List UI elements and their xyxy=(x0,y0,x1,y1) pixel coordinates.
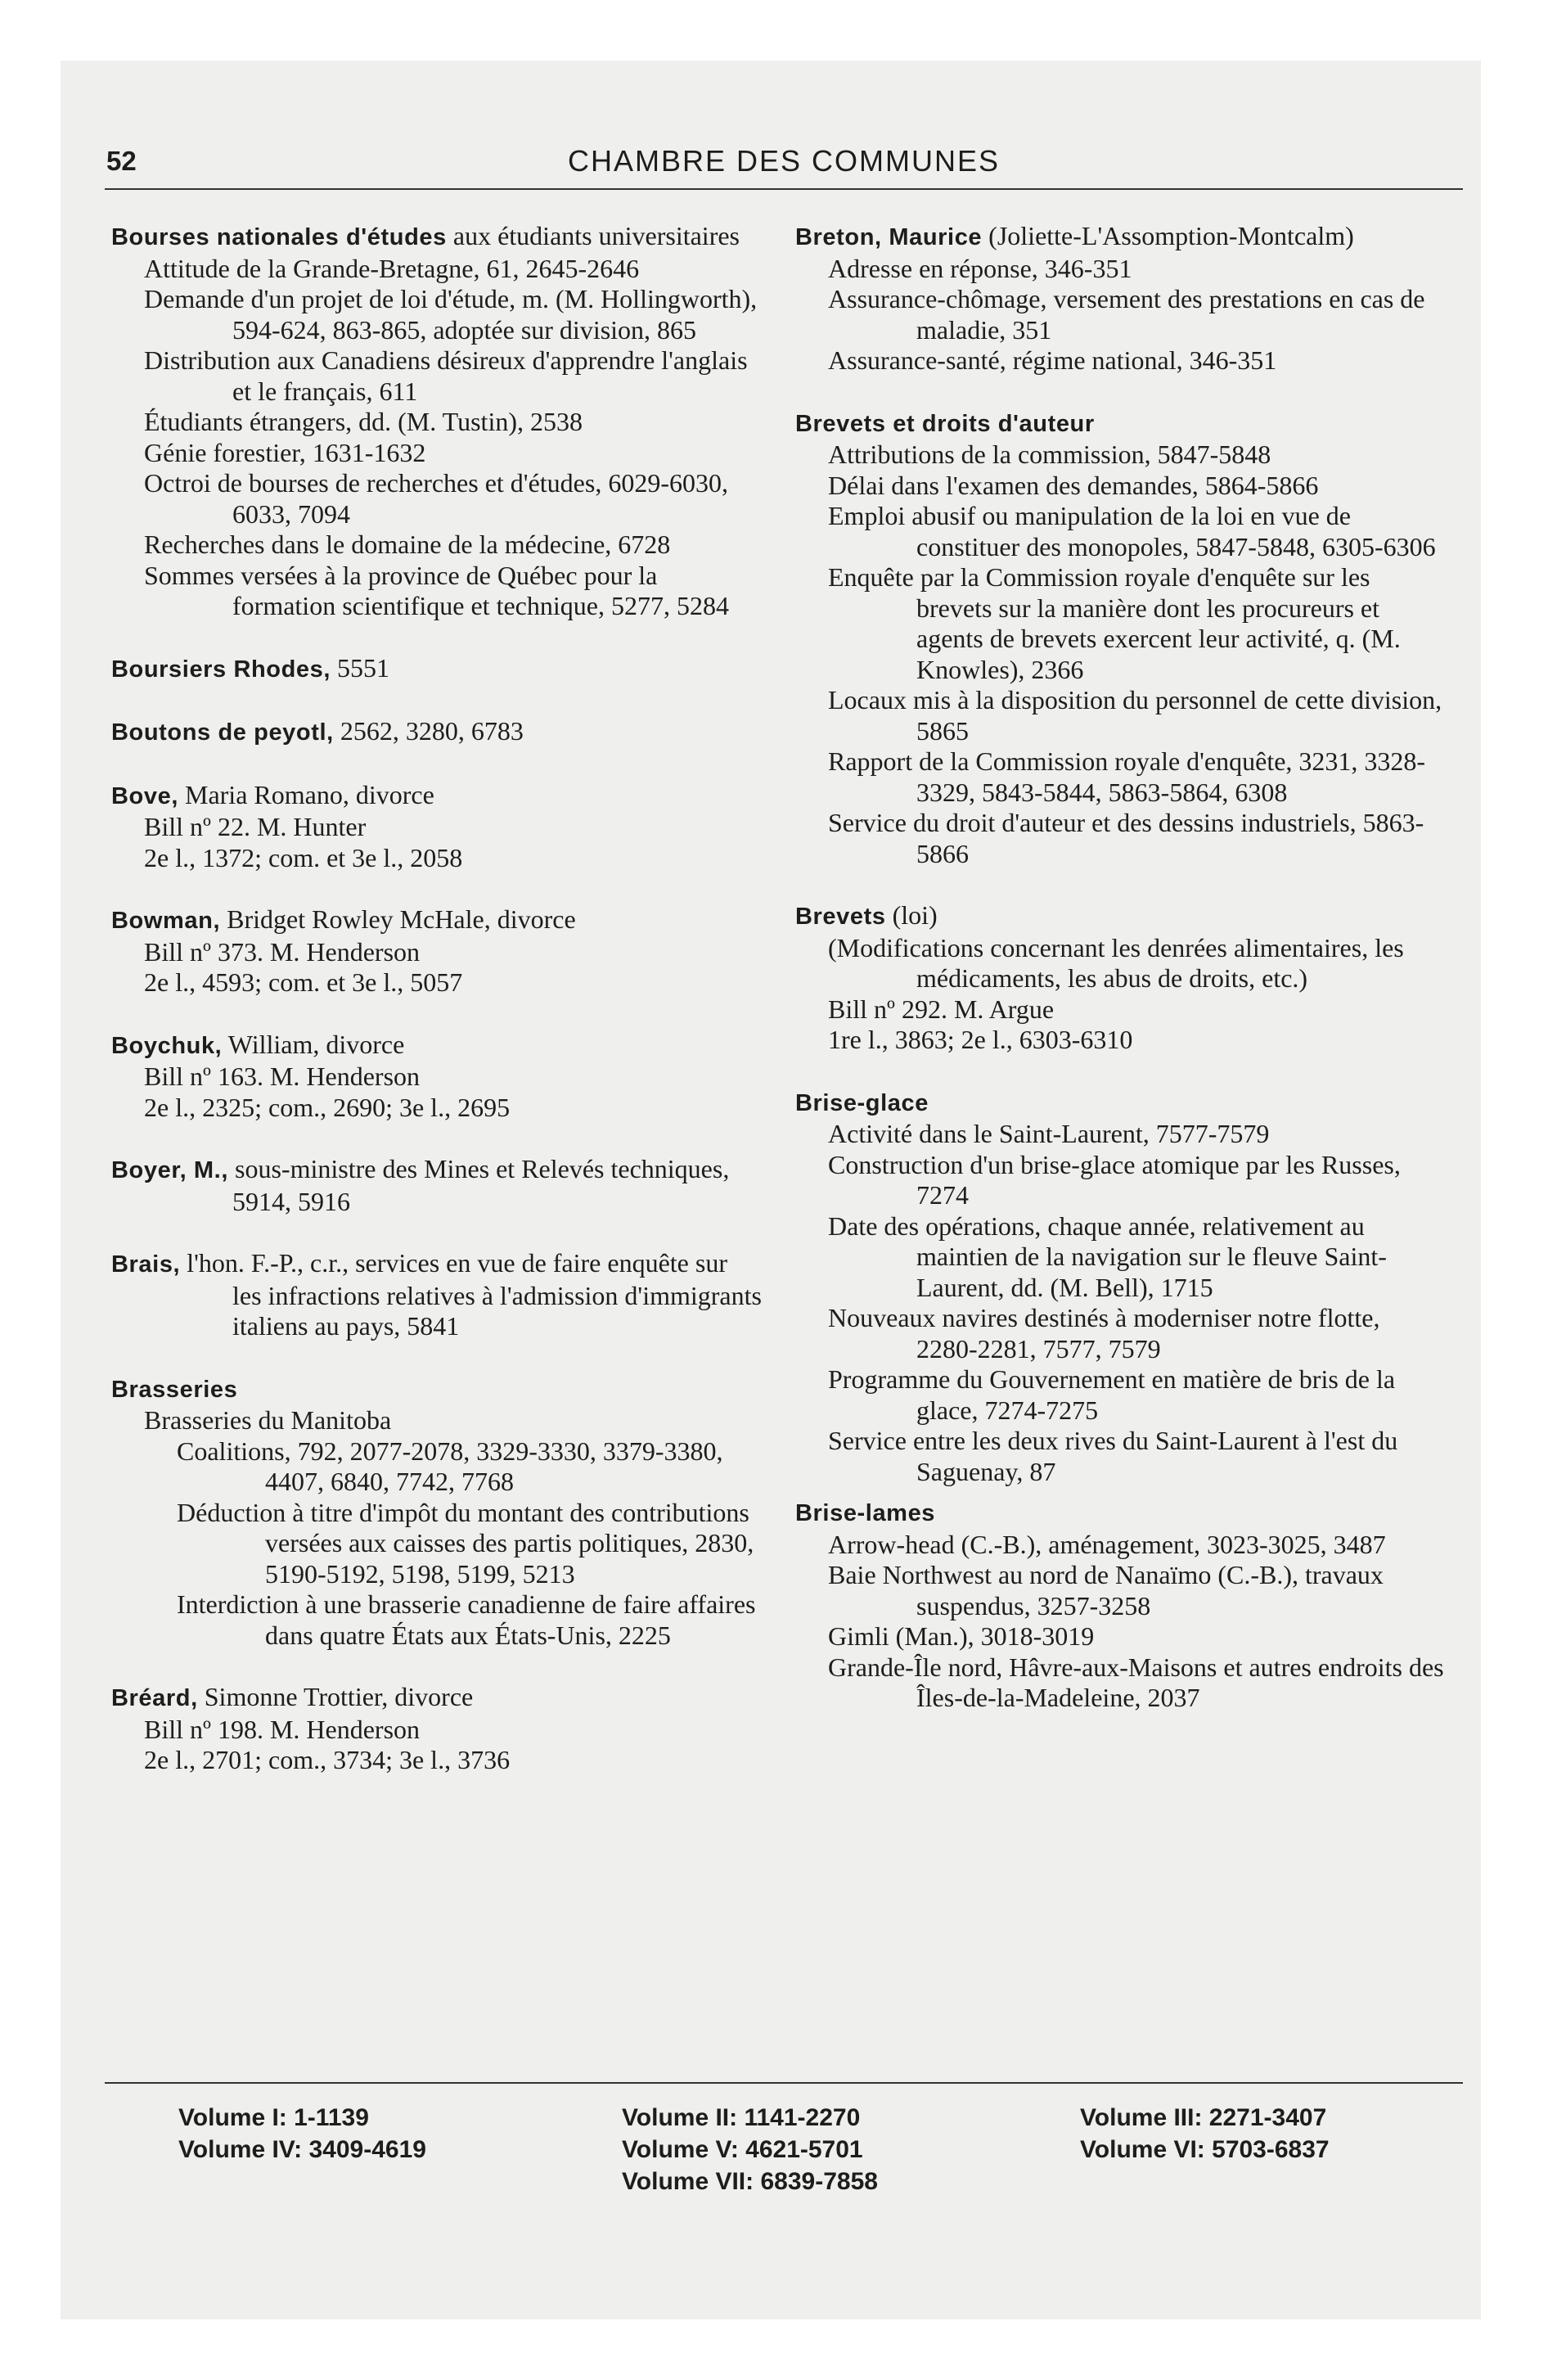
entry-subheading: 2e l., 2701; com., 3734; 3e l., 3736 xyxy=(144,1745,511,1774)
entry-heading-text: sous-ministre des Mines et Relevés techniques, 5914, 5916 xyxy=(228,1154,730,1216)
entry-subheading: Arrow-head (C.-B.), aménagement, 3023-3025, 3487 xyxy=(828,1529,1386,1559)
entry-heading xyxy=(111,1248,762,1342)
entry-subheading: Coalitions, 792, 2077-2078, 3329-3330, 3379-3380, 4407, 6840, 7742, 7768 xyxy=(177,1436,723,1496)
entry-subheading: Activité dans le Saint-Laurent, 7577-7579 xyxy=(828,1119,1270,1148)
index-entry xyxy=(111,904,762,998)
index-entry xyxy=(795,221,1446,376)
entry-subheading: Brasseries du Manitoba xyxy=(144,1405,392,1435)
entry-heading xyxy=(111,221,762,254)
entry-heading-text: Simonne Trottier, divorce xyxy=(197,1682,474,1711)
index-entry xyxy=(111,1030,762,1124)
entry-heading-text: Maria Romano, divorce xyxy=(178,779,434,809)
entry-keyword: Brevets et droits d'auteur xyxy=(795,410,1095,437)
entry-subheading: Rapport de la Commission royale d'enquête, 3231, 3328-3329, 5843-5844, 5863-5864, 6308 xyxy=(828,746,1426,807)
footer-col-1 xyxy=(178,2102,426,2166)
index-entry xyxy=(111,1248,762,1342)
entry-subheading: Gimli (Man.), 3018-3019 xyxy=(828,1621,1095,1651)
footer-volume-3: Volume III: 2271-3407 xyxy=(1080,2104,1327,2131)
entry-heading-text: (loi) xyxy=(885,900,938,930)
entry-subheading: Assurance-santé, régime national, 346-351 xyxy=(828,345,1277,375)
entry-keyword: Boutons de peyotl, xyxy=(111,719,334,746)
entry-subheading: Bill nº 198. M. Henderson xyxy=(144,1714,421,1744)
entry-heading xyxy=(795,408,1446,440)
entry-subheading: 2e l., 1372; com. et 3e l., 2058 xyxy=(144,842,463,872)
entry-keyword: Brise-lames xyxy=(795,1500,936,1526)
entry-heading xyxy=(111,904,762,937)
entry-heading xyxy=(111,1682,762,1715)
entry-heading xyxy=(111,1030,762,1062)
entry-keyword: Boursiers Rhodes, xyxy=(111,656,331,683)
entry-heading-text: 2562, 3280, 6783 xyxy=(333,716,524,746)
index-entry xyxy=(795,408,1446,870)
entry-subheading: (Modifications concernant les denrées alimentaires, les médicaments, les abus de droits, etc.) xyxy=(828,932,1404,993)
index-entry xyxy=(111,1682,762,1776)
entry-subheading: Programme du Gouvernement en matière de bris de la glace, 7274-7275 xyxy=(828,1364,1396,1425)
entry-heading xyxy=(795,900,1446,933)
entry-heading xyxy=(111,653,762,686)
entry-subheading: Assurance-chômage, versement des prestations en cas de maladie, 351 xyxy=(828,284,1425,345)
entry-subheading: Génie forestier, 1631-1632 xyxy=(144,437,426,467)
index-page xyxy=(105,144,1463,2256)
footer-volume-6: Volume VI: 5703-6837 xyxy=(1080,2136,1330,2163)
entry-keyword: Bowman, xyxy=(111,908,221,934)
entry-keyword: Bréard, xyxy=(111,1685,198,1711)
entry-subheading: Grande-Île nord, Hâvre-aux-Maisons et autres endroits des Îles-de-la-Madeleine, 2037 xyxy=(828,1652,1444,1712)
footer-volume-1: Volume I: 1-1139 xyxy=(178,2104,369,2131)
entry-subheading: Attitude de la Grande-Bretagne, 61, 2645-2646 xyxy=(144,253,640,283)
entry-keyword: Breton, Maurice xyxy=(795,224,983,250)
entry-heading-text: Bridget Rowley McHale, divorce xyxy=(220,904,576,934)
entry-heading xyxy=(795,221,1446,254)
entry-heading xyxy=(795,1497,1446,1530)
entry-subheading: Service entre les deux rives du Saint-Laurent à l'est du Saguenay, 87 xyxy=(828,1426,1398,1486)
running-head: CHAMBRE DES COMMUNES xyxy=(567,144,1001,178)
entry-keyword: Brais, xyxy=(111,1251,181,1278)
index-entry xyxy=(111,1154,762,1217)
entry-subheading: Déduction à titre d'impôt du montant des contributions versées aux caisses des partis politiques, 2830, 5190-5192, 5198, 5199, 5213 xyxy=(177,1497,754,1589)
entry-heading xyxy=(111,1154,762,1217)
index-entry xyxy=(795,1497,1446,1714)
footer-col-2 xyxy=(622,2102,878,2197)
entry-subheading: Bill nº 163. M. Henderson xyxy=(144,1062,421,1091)
entry-keyword: Boyer, M., xyxy=(111,1157,228,1183)
entry-subheading: Enquête par la Commission royale d'enquête sur les brevets sur la manière dont les procureurs et agents de brevets exercent leur activité, q. (M. Knowles), 2366 xyxy=(828,562,1401,684)
entry-subheading: 2e l., 4593; com. et 3e l., 5057 xyxy=(144,967,463,997)
page-number: 52 xyxy=(106,146,137,176)
entry-subheading: Construction d'un brise-glace atomique par les Russes, 7274 xyxy=(828,1149,1401,1210)
entry-keyword: Brise-glace xyxy=(795,1089,929,1116)
entry-subheading: Bill nº 22. M. Hunter xyxy=(144,812,367,841)
entry-subheading: Baie Northwest au nord de Nanaïmo (C.-B.), travaux suspendus, 3257-3258 xyxy=(828,1560,1384,1620)
entry-subheading: 1re l., 3863; 2e l., 6303-6310 xyxy=(828,1025,1133,1054)
index-entry xyxy=(795,1087,1446,1488)
entry-subheading: Interdiction à une brasserie canadienne de faire affaires dans quatre États aux États-Unis, 2225 xyxy=(177,1589,756,1650)
entry-subheading: Attributions de la commission, 5847-5848 xyxy=(828,439,1271,469)
entry-subheading: Bill nº 292. M. Argue xyxy=(828,994,1055,1024)
entry-keyword: Bourses nationales d'études xyxy=(111,224,447,250)
index-entry xyxy=(111,221,762,622)
entry-subheading: Distribution aux Canadiens désireux d'apprendre l'anglais et le français, 611 xyxy=(144,345,748,406)
entry-subheading: Adresse en réponse, 346-351 xyxy=(828,253,1132,283)
entry-heading-text: William, divorce xyxy=(222,1029,405,1059)
entry-subheading: Délai dans l'examen des demandes, 5864-5866 xyxy=(828,470,1319,500)
entry-heading xyxy=(111,716,762,749)
entry-keyword: Boychuk, xyxy=(111,1032,223,1059)
footer-col-3 xyxy=(1080,2102,1330,2166)
entry-keyword: Brevets xyxy=(795,904,886,930)
entry-subheading: Service du droit d'auteur et des dessins industriels, 5863-5866 xyxy=(828,808,1424,868)
entry-subheading: Étudiants étrangers, dd. (M. Tustin), 2538 xyxy=(144,407,583,436)
entry-subheading: Recherches dans le domaine de la médecine, 6728 xyxy=(144,530,671,559)
entry-subheading: Nouveaux navires destinés à moderniser notre flotte, 2280-2281, 7577, 7579 xyxy=(828,1303,1380,1364)
entry-keyword: Brasseries xyxy=(111,1376,238,1403)
index-entry xyxy=(795,900,1446,1056)
entry-subheading: Demande d'un projet de loi d'étude, m. (M. Hollingworth), 594-624, 863-865, adoptée sur division, 865 xyxy=(144,284,758,345)
entry-heading-text: (Joliette-L'Assomption-Montcalm) xyxy=(982,221,1354,250)
entry-heading-text: 5551 xyxy=(331,652,390,683)
index-entry xyxy=(111,780,762,874)
entry-subheading: Date des opérations, chaque année, relativement au maintien de la navigation sur le fleuve Saint-Laurent, dd. (M. Bell), 1715 xyxy=(828,1210,1387,1302)
entry-subheading: Octroi de bourses de recherches et d'études, 6029-6030, 6033, 7094 xyxy=(144,468,728,529)
footer-volume-4: Volume IV: 3409-4619 xyxy=(178,2136,426,2163)
volume-footer xyxy=(105,2082,1463,2195)
entry-subheading: Bill nº 373. M. Henderson xyxy=(144,936,421,967)
footer-volume-2: Volume II: 1141-2270 xyxy=(622,2104,861,2131)
entry-subheading: Emploi abusif ou manipulation de la loi en vue de constituer des monopoles, 5847-5848, 6305-6306 xyxy=(828,501,1436,561)
entry-heading xyxy=(795,1087,1446,1120)
left-column xyxy=(111,221,762,1807)
entry-subheading: Sommes versées à la province de Québec pour la formation scientifique et technique, 5277, 5284 xyxy=(144,560,729,620)
entry-heading-text: l'hon. F.-P., c.r., services en vue de faire enquête sur les infractions relatives à l'admission d'immigrants italiens au pays, 5841 xyxy=(180,1248,762,1341)
index-entry xyxy=(111,716,762,749)
entry-heading xyxy=(111,1373,762,1406)
entry-heading-text: aux étudiants universitaires xyxy=(446,221,740,250)
index-entry xyxy=(111,653,762,686)
entry-subheading: Locaux mis à la disposition du personnel de cette division, 5865 xyxy=(828,685,1442,746)
right-column xyxy=(795,221,1446,1745)
footer-volume-5: Volume V: 4621-5701 xyxy=(622,2136,863,2163)
footer-volume-7: Volume VII: 6839-7858 xyxy=(622,2168,878,2195)
index-entry xyxy=(111,1373,762,1652)
entry-subheading: 2e l., 2325; com., 2690; 3e l., 2695 xyxy=(144,1092,511,1122)
entry-keyword: Bove, xyxy=(111,782,178,809)
page-header xyxy=(105,144,1463,190)
entry-heading xyxy=(111,780,762,813)
